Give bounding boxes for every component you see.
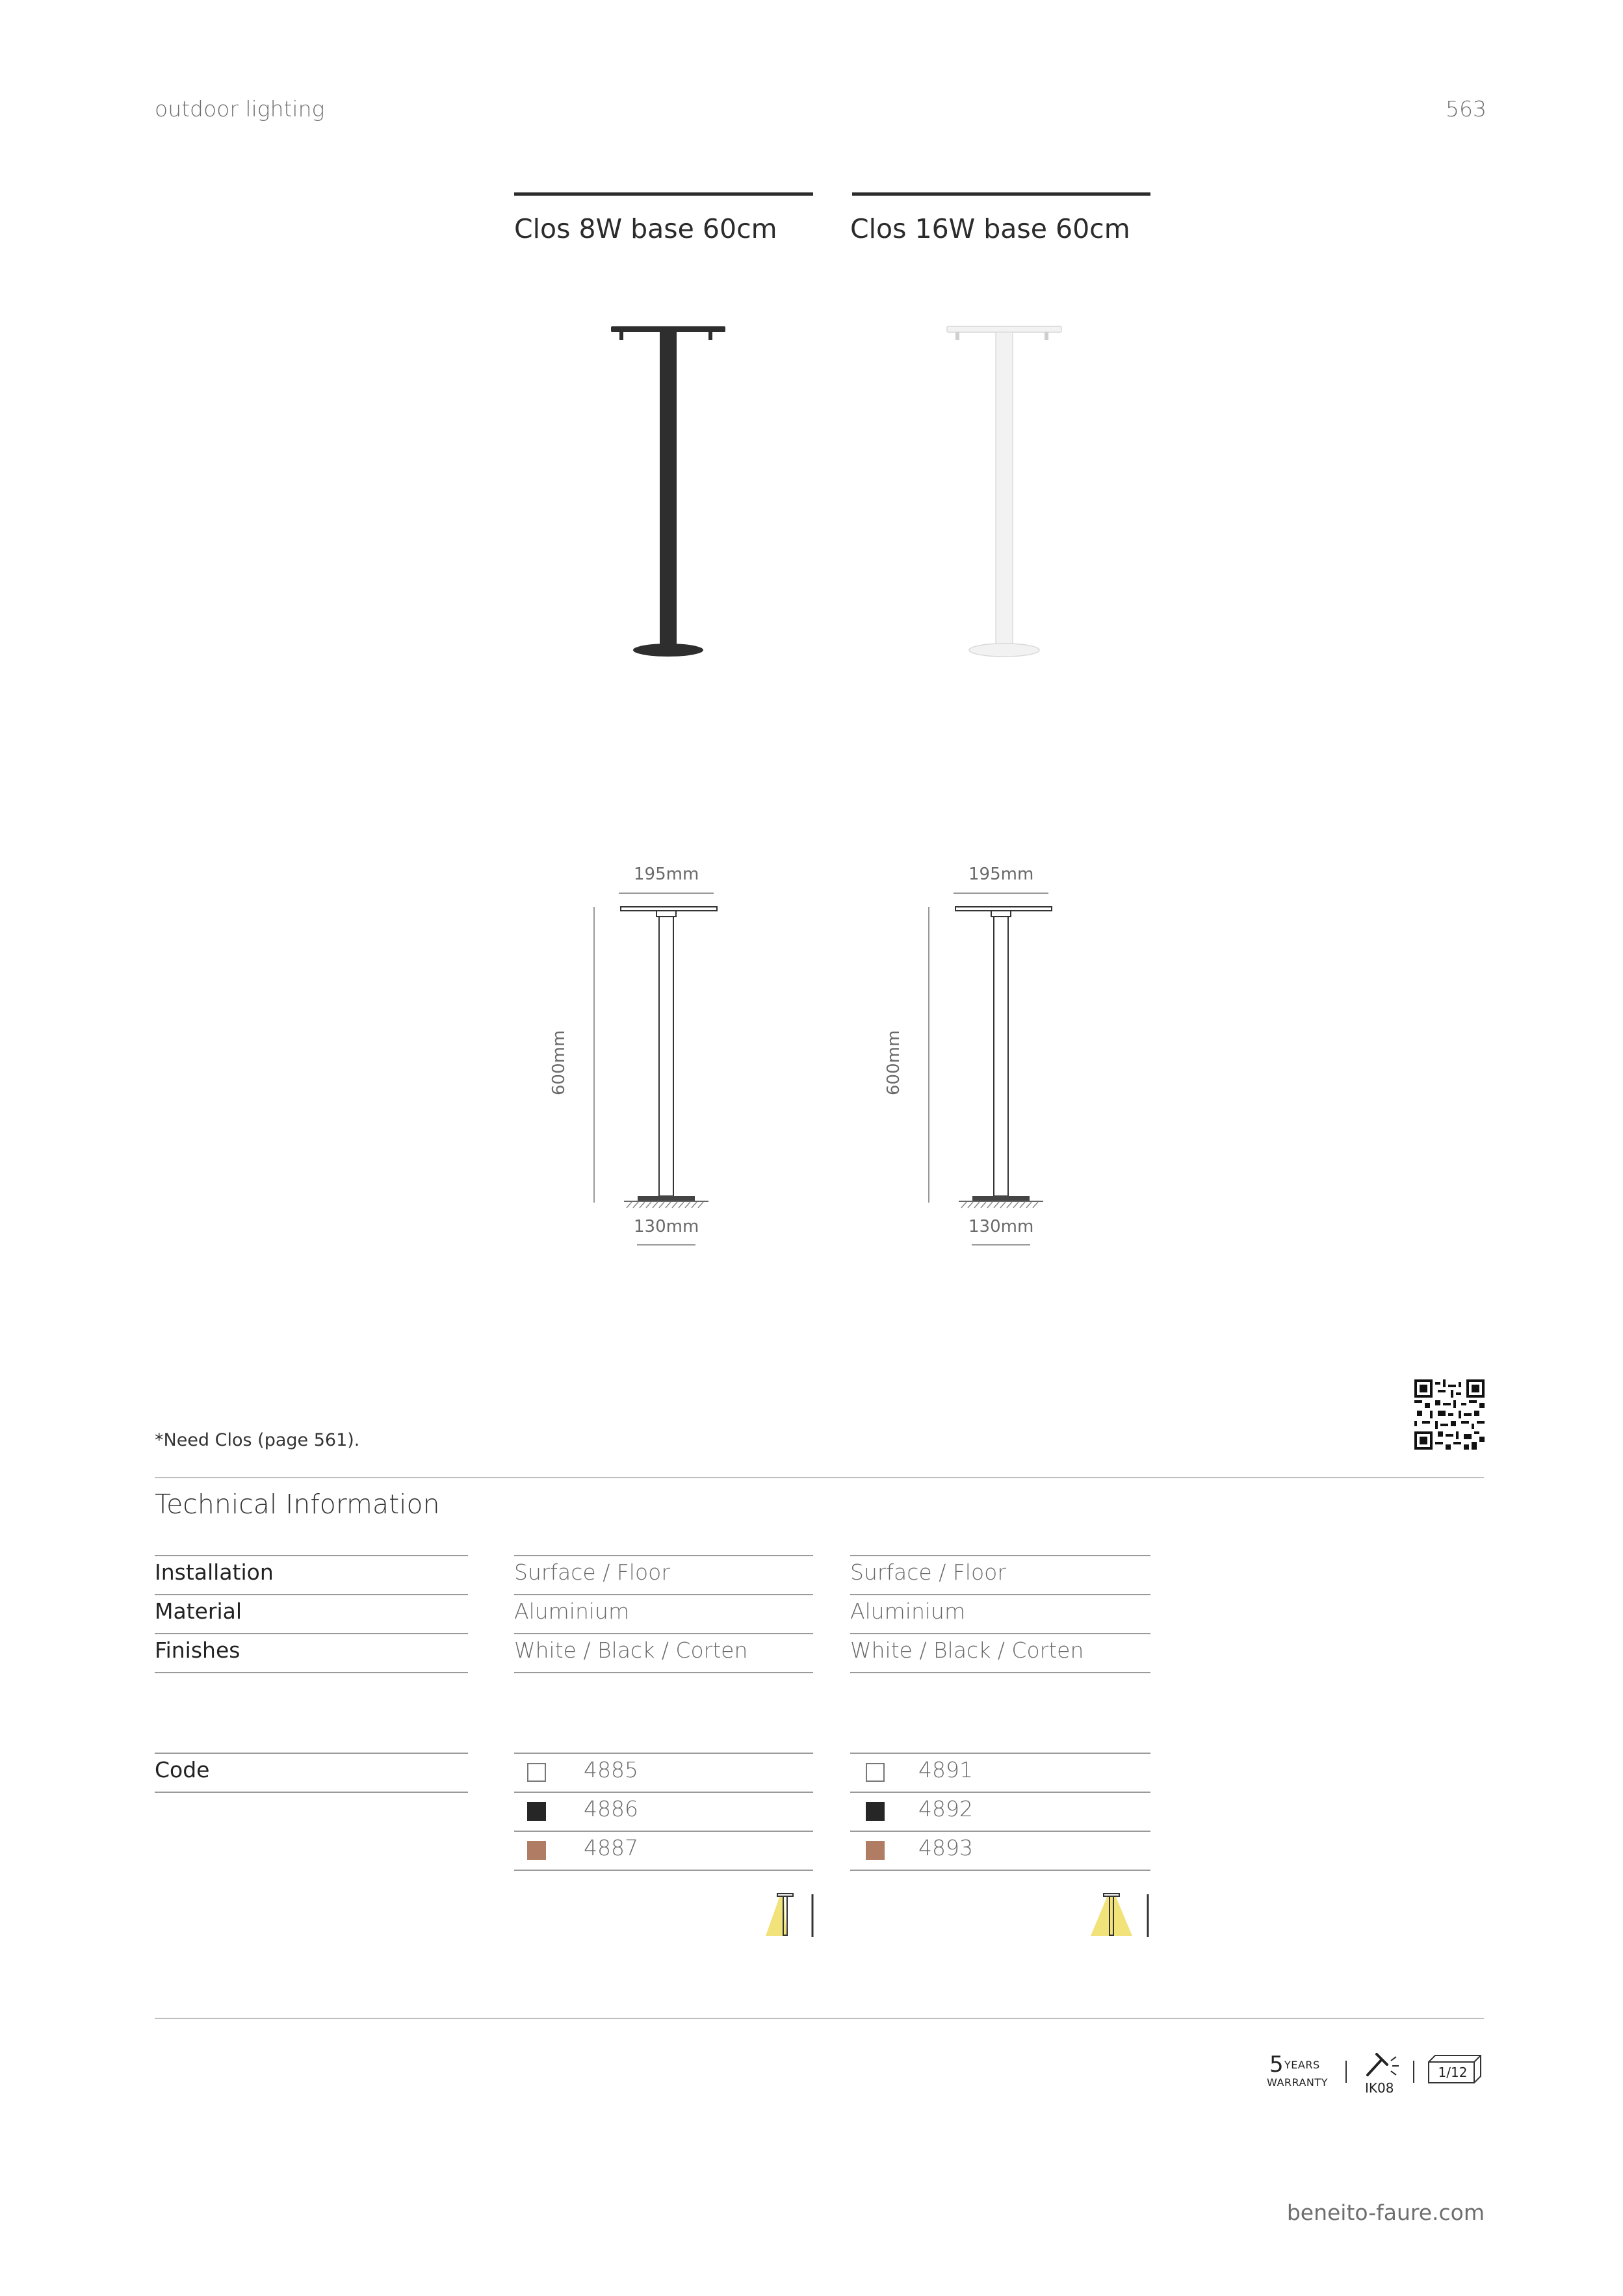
- product-2-head: [947, 326, 1061, 332]
- qr-code-icon[interactable]: [1414, 1379, 1485, 1450]
- finish-swatch-black: [527, 1802, 546, 1821]
- product-2-title: Clos 16W base 60cm: [850, 213, 1130, 244]
- website-link[interactable]: beneito-faure.com: [1286, 2200, 1485, 2225]
- product-code: 4892: [918, 1796, 973, 1821]
- product-1-title: Clos 8W base 60cm: [514, 213, 777, 244]
- product-2-image: [934, 319, 1077, 663]
- warranty-label: WARRANTY: [1267, 2076, 1328, 2089]
- product-1-head: [611, 326, 725, 332]
- product-1-base: [633, 644, 703, 657]
- product-2-drawing: [884, 852, 1108, 1255]
- footnote: *Need Clos (page 561).: [155, 1430, 360, 1450]
- bottom-divider: [155, 2018, 1484, 2019]
- product-1-top-rule: [514, 192, 813, 196]
- finish-swatch-black: [866, 1802, 885, 1821]
- product-code: 4885: [584, 1757, 638, 1782]
- label-code: Code: [155, 1757, 210, 1782]
- light-beam-icon: [1089, 1892, 1152, 1938]
- product-2-base: [969, 644, 1039, 657]
- label-finishes: Finishes: [155, 1637, 240, 1663]
- product-1-image: [598, 319, 741, 663]
- p2-installation: Surface / Floor: [850, 1559, 1006, 1585]
- page-number: 563: [1446, 96, 1487, 122]
- width-dimension: 195mm: [968, 865, 1034, 884]
- tech-divider: [155, 1477, 1484, 1478]
- glare-ratio: 1/12: [1438, 2065, 1468, 2080]
- p2-material: Aluminium: [850, 1598, 966, 1624]
- label-installation: Installation: [155, 1559, 274, 1585]
- p1-finishes: White / Black / Corten: [514, 1637, 748, 1663]
- p1-installation: Surface / Floor: [514, 1559, 670, 1585]
- p2-finishes: White / Black / Corten: [850, 1637, 1084, 1663]
- width-dimension: 195mm: [634, 865, 699, 884]
- base-dimension: 130mm: [634, 1217, 699, 1236]
- product-code: 4886: [584, 1796, 638, 1821]
- p1-material: Aluminium: [514, 1598, 630, 1624]
- base-dimension: 130mm: [968, 1217, 1034, 1236]
- height-dimension: 600mm: [549, 1030, 569, 1095]
- warranty-years-number: 5: [1269, 2052, 1284, 2078]
- product-code: 4891: [918, 1757, 973, 1782]
- product-code: 4893: [918, 1835, 973, 1860]
- product-1-pole: [660, 332, 677, 644]
- product-2-pole: [996, 332, 1013, 644]
- finish-swatch-corten: [527, 1841, 546, 1860]
- impact-hammer-icon: [1365, 2050, 1401, 2079]
- product-code: 4887: [584, 1835, 638, 1860]
- product-1-drawing: [549, 852, 773, 1255]
- tech-title: Technical Information: [155, 1489, 440, 1520]
- section-label: outdoor lighting: [155, 96, 325, 122]
- label-material: Material: [155, 1598, 242, 1624]
- badges: [1261, 2048, 1482, 2100]
- light-beam-icon: [764, 1892, 816, 1938]
- finish-swatch-white: [866, 1763, 885, 1782]
- product-2-top-rule: [852, 192, 1150, 196]
- height-dimension: 600mm: [884, 1030, 903, 1095]
- ik-rating: IK08: [1365, 2080, 1394, 2096]
- finish-swatch-corten: [866, 1841, 885, 1860]
- warranty-years-word: YEARS: [1284, 2059, 1320, 2071]
- finish-swatch-white: [527, 1763, 546, 1782]
